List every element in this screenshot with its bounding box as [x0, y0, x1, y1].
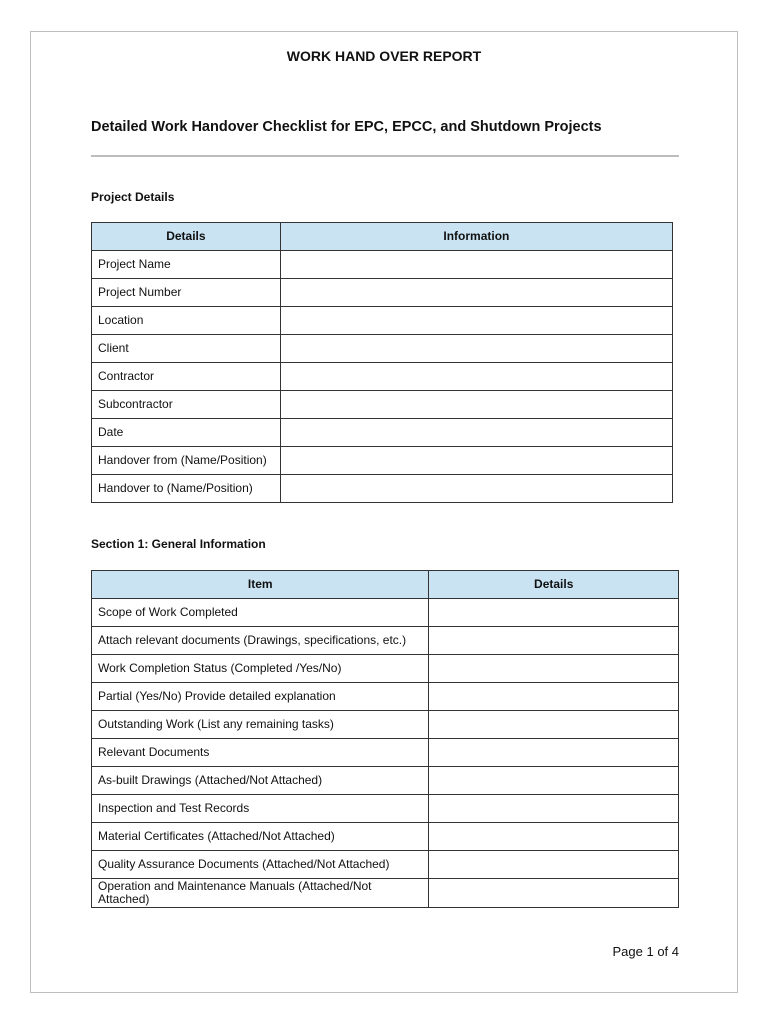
table-row: [92, 851, 679, 879]
table-row: [92, 363, 673, 391]
table-row: [92, 767, 679, 795]
row-value: [280, 419, 672, 447]
row-label: Client: [92, 335, 281, 363]
row-label: As-built Drawings (Attached/Not Attached): [92, 767, 429, 795]
table-row: [92, 475, 673, 503]
table-row: [92, 335, 673, 363]
row-value: [429, 879, 679, 908]
table-row: [92, 599, 679, 627]
row-label: Subcontractor: [92, 391, 281, 419]
row-value: [280, 307, 672, 335]
column-header-information: Information: [280, 223, 672, 251]
horizontal-rule: [91, 155, 679, 157]
row-label: Quality Assurance Documents (Attached/Not Attached): [92, 851, 429, 879]
row-label: Outstanding Work (List any remaining tasks): [92, 711, 429, 739]
row-value: [429, 739, 679, 767]
row-label: Work Completion Status (Completed /Yes/No): [92, 655, 429, 683]
table-row: [92, 307, 673, 335]
row-value: [280, 251, 672, 279]
general-information-table: [91, 570, 679, 908]
column-header-details: Details: [92, 223, 281, 251]
page-number: Page 1 of 4: [612, 944, 679, 959]
row-label: Handover from (Name/Position): [92, 447, 281, 475]
row-value: [429, 767, 679, 795]
general-information-label: Section 1: General Information: [91, 537, 266, 551]
project-details-table: [91, 222, 673, 503]
row-value: [429, 627, 679, 655]
row-value: [429, 683, 679, 711]
row-label: Operation and Maintenance Manuals (Attached/Not Attached): [92, 879, 429, 908]
column-header-details: Details: [429, 571, 679, 599]
table-row: [92, 683, 679, 711]
row-label: Scope of Work Completed: [92, 599, 429, 627]
row-label: Location: [92, 307, 281, 335]
document-heading: Detailed Work Handover Checklist for EPC, EPCC, and Shutdown Projects: [91, 119, 602, 135]
row-value: [429, 599, 679, 627]
table-row: [92, 655, 679, 683]
row-value: [280, 447, 672, 475]
row-label: Date: [92, 419, 281, 447]
table-header-row: [92, 571, 679, 599]
table-row: [92, 823, 679, 851]
table-header-row: [92, 223, 673, 251]
project-details-label: Project Details: [91, 190, 175, 204]
table-row: [92, 251, 673, 279]
row-value: [429, 851, 679, 879]
row-label: Handover to (Name/Position): [92, 475, 281, 503]
row-value: [280, 475, 672, 503]
row-value: [280, 391, 672, 419]
table-row: [92, 447, 673, 475]
table-row: [92, 711, 679, 739]
row-label: Project Number: [92, 279, 281, 307]
table-row: [92, 279, 673, 307]
row-value: [280, 335, 672, 363]
row-label: Contractor: [92, 363, 281, 391]
row-value: [280, 363, 672, 391]
report-title: WORK HAND OVER REPORT: [286, 48, 482, 64]
row-value: [280, 279, 672, 307]
row-label: Inspection and Test Records: [92, 795, 429, 823]
row-value: [429, 655, 679, 683]
table-row: [92, 627, 679, 655]
row-value: [429, 823, 679, 851]
row-value: [429, 711, 679, 739]
row-label: Partial (Yes/No) Provide detailed explanation: [92, 683, 429, 711]
row-value: [429, 795, 679, 823]
row-label: Relevant Documents: [92, 739, 429, 767]
row-label: Project Name: [92, 251, 281, 279]
table-row: [92, 739, 679, 767]
column-header-item: Item: [92, 571, 429, 599]
table-row: [92, 879, 679, 908]
document-page: [30, 31, 738, 993]
row-label: Attach relevant documents (Drawings, specifications, etc.): [92, 627, 429, 655]
table-row: [92, 391, 673, 419]
table-row: [92, 795, 679, 823]
table-row: [92, 419, 673, 447]
row-label: Material Certificates (Attached/Not Attached): [92, 823, 429, 851]
